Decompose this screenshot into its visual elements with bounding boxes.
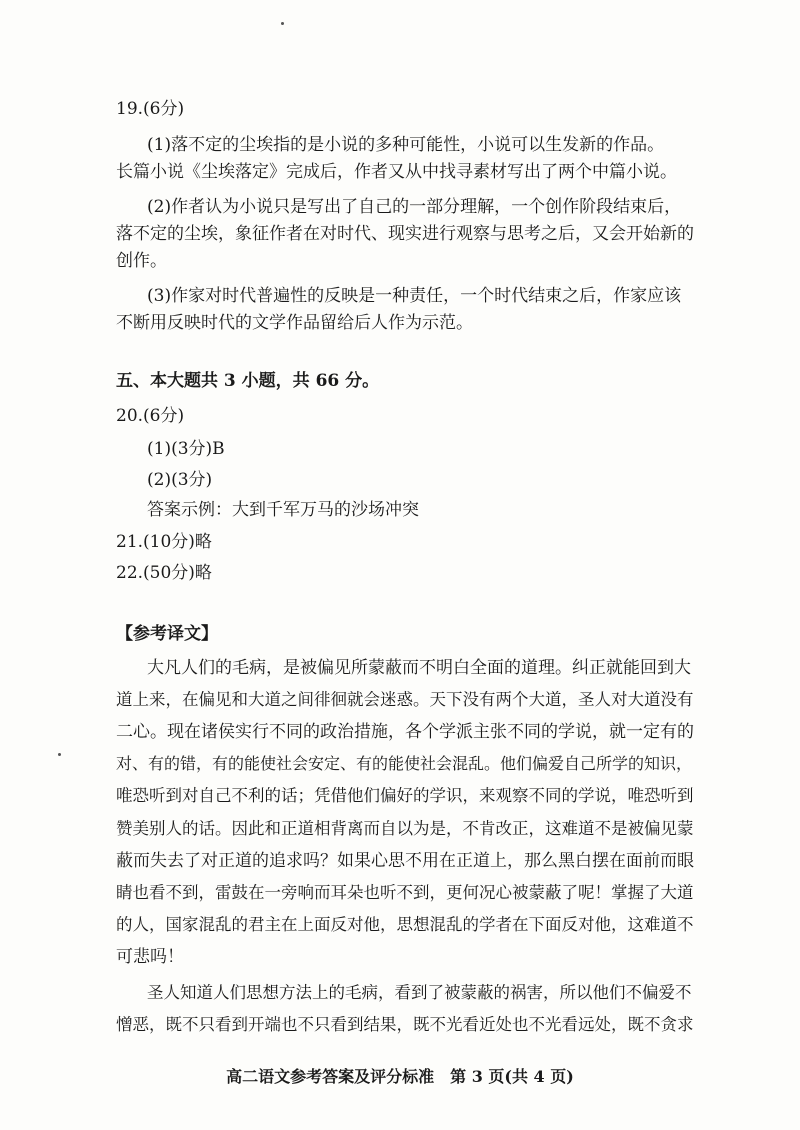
translation-line: 赞美别人的话。因此和正道相背离而自以为是，不肯改正，这难道不是被偏见蒙 xyxy=(116,819,694,838)
translation-line: 唯恐听到对自己不利的话；凭借他们偏好的学识，来观察不同的学说，唯恐听到 xyxy=(116,786,694,805)
translation-line: 憎恶，既不只看到开端也不只看到结果，既不光看近处也不光看远处，既不贪求 xyxy=(116,1015,694,1034)
q19-answer-3-line-2: 不断用反映时代的文学作品留给后人作为示范。 xyxy=(116,313,473,333)
q20-answer-example: 答案示例：大到千军万马的沙场冲突 xyxy=(147,500,419,520)
translation-line: 的人，国家混乱的君主在上面反对他，思想混乱的学者在下面反对他，这难道不 xyxy=(116,915,694,934)
q21-heading: 21.(10分)略 xyxy=(116,532,212,552)
q20-part-1: (1)(3分)B xyxy=(147,439,225,459)
q19-answer-3-line-1: (3)作家对时代普遍性的反映是一种责任，一个时代结束之后，作家应该 xyxy=(147,286,682,306)
page-footer: 高二语文参考答案及评分标准 第 3 页(共 4 页) xyxy=(226,1067,574,1086)
translation-line: 二心。现在诸侯实行不同的政治措施，各个学派主张不同的学说，就一定有的 xyxy=(116,722,694,742)
translation-heading: 【参考译文】 xyxy=(116,624,218,644)
q19-answer-1-line-1: (1)落不定的尘埃指的是小说的多种可能性，小说可以生发新的作品。 xyxy=(147,135,665,155)
section-5-heading: 五、本大题共 3 小题，共 66 分。 xyxy=(116,371,380,391)
translation-line: 对、有的错，有的能使社会安定、有的能使社会混乱。他们偏爱自己所学的知识， xyxy=(116,754,693,773)
scan-speck xyxy=(281,22,284,25)
translation-line: 道上来，在偏见和大道之间徘徊就会迷惑。天下没有两个大道，圣人对大道没有 xyxy=(116,690,694,709)
q20-part-2: (2)(3分) xyxy=(147,470,213,490)
scan-speck xyxy=(58,753,61,756)
q19-answer-2-line-1: (2)作者认为小说只是写出了自己的一部分理解，一个创作阶段结束后， xyxy=(147,197,682,217)
q19-heading: 19.(6分) xyxy=(116,99,185,119)
q20-heading: 20.(6分) xyxy=(116,406,185,426)
translation-line: 可悲吗！ xyxy=(116,947,184,967)
q19-answer-2-line-3: 创作。 xyxy=(116,251,167,271)
q22-heading: 22.(50分)略 xyxy=(116,563,212,583)
translation-line: 大凡人们的毛病，是被偏见所蒙蔽而不明白全面的道理。纠正就能回到大 xyxy=(147,658,691,678)
q19-answer-2-line-2: 落不定的尘埃，象征作者在对时代、现实进行观察与思考之后，又会开始新的 xyxy=(116,224,694,244)
translation-line: 蔽而失去了对正道的追求吗？如果心思不用在正道上，那么黑白摆在面前而眼 xyxy=(116,851,694,871)
q19-answer-1-line-2: 长篇小说《尘埃落定》完成后，作者又从中找寻素材写出了两个中篇小说。 xyxy=(116,162,677,182)
translation-line: 睛也看不到，雷鼓在一旁响而耳朵也听不到，更何况心被蒙蔽了呢！掌握了大道 xyxy=(116,883,694,902)
translation-line: 圣人知道人们思想方法上的毛病，看到了被蒙蔽的祸害，所以他们不偏爱不 xyxy=(147,983,692,1002)
